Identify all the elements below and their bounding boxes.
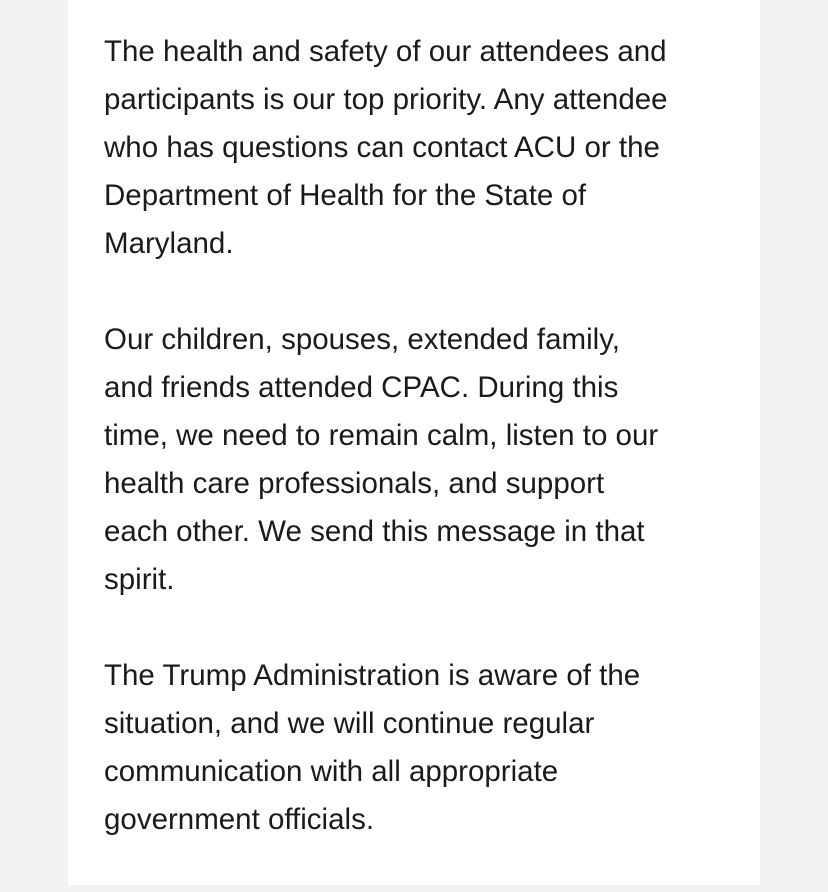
text-line: time, we need to remain calm, listen to our (104, 419, 659, 452)
text-line: The Trump Administration is aware of the (104, 659, 641, 692)
text-line: situation, and we will continue regular (104, 707, 595, 740)
paragraph-family-friends (104, 316, 744, 604)
paragraph-administration (104, 652, 744, 844)
text-line: spirit. (104, 563, 175, 596)
text-line: Maryland. (104, 227, 234, 260)
document-page (68, 0, 760, 885)
text-line: health care professionals, and support (104, 467, 605, 500)
text-line: and friends attended CPAC. During this (104, 371, 619, 404)
message-body (104, 28, 744, 892)
text-line: who has questions can contact ACU or the (104, 131, 660, 164)
text-line: Our children, spouses, extended family, (104, 323, 620, 356)
text-line: government officials. (104, 803, 375, 836)
text-line: participants is our top priority. Any attendee (104, 83, 668, 116)
text-line: Department of Health for the State of (104, 179, 587, 212)
text-line: The health and safety of our attendees and (104, 35, 667, 68)
text-line: each other. We send this message in that (104, 515, 645, 548)
paragraph-health-safety (104, 28, 744, 268)
text-line: communication with all appropriate (104, 755, 559, 788)
